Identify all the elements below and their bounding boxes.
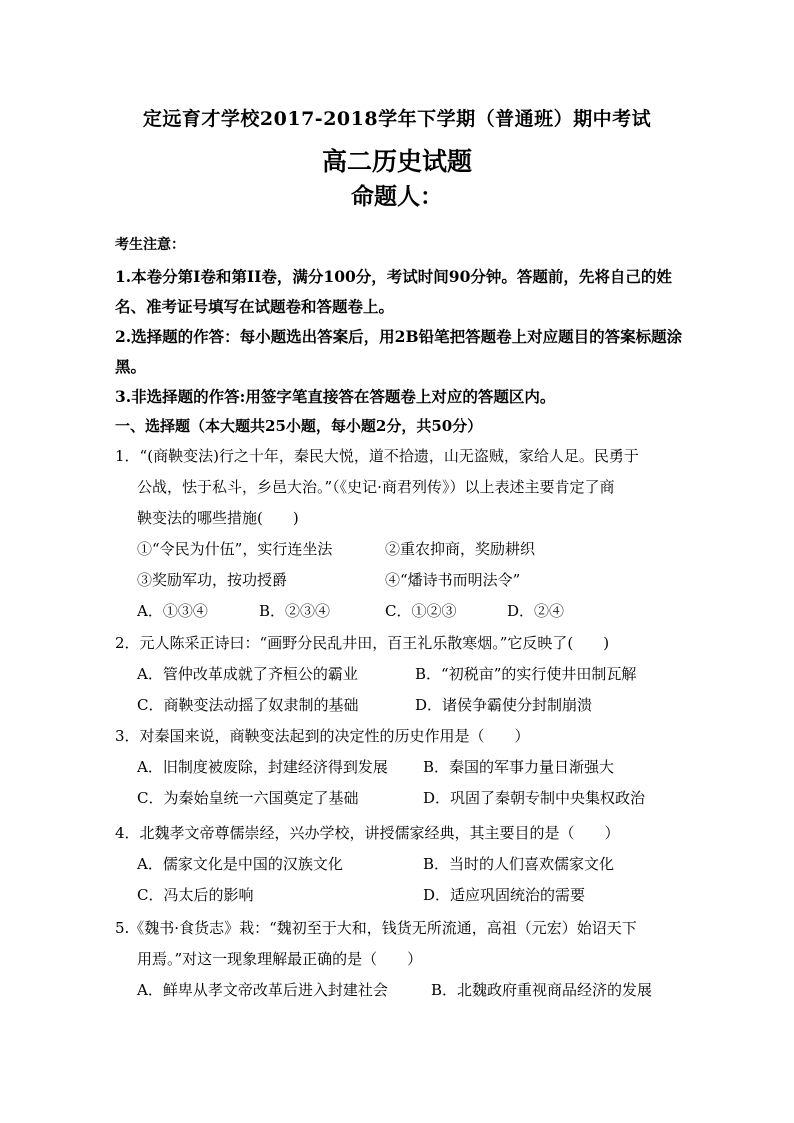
option-row	[115, 690, 685, 721]
option-d[interactable]: D．适应巩固统治的需要	[423, 886, 586, 904]
question-stem: 2．元人陈采正诗曰：“画野分民乱井田，百王礼乐散寒烟。”它反映了( )	[115, 634, 610, 652]
statement-row	[115, 534, 685, 565]
option-c[interactable]: C．为秦始皇统一六国奠定了基础	[137, 789, 359, 807]
option-row	[115, 596, 685, 627]
option-row	[115, 659, 685, 690]
school-exam-title: 定远育才学校2017-2018学年下学期（普通班）期中考试	[142, 108, 652, 130]
option-a[interactable]: A．管仲改革成就了齐桓公的霸业	[137, 665, 358, 683]
option-a[interactable]: A．①③④	[137, 602, 208, 620]
option-a[interactable]: A．旧制度被废除，封建经济得到发展	[137, 758, 388, 776]
statement-1: ①“令民为什伍”，实行连坐法	[137, 540, 333, 558]
option-row	[115, 752, 685, 783]
statement-2: ②重农抑商，奖励耕织	[385, 540, 536, 558]
statement-row	[115, 565, 685, 596]
option-d[interactable]: D．诸侯争霸使分封制崩溃	[415, 696, 593, 714]
option-c[interactable]: C．①②③	[385, 602, 457, 620]
question-stem: 3．对秦国来说，商鞅变法起到的决定性的历史作用是（ ）	[115, 727, 530, 745]
option-d[interactable]: D．巩固了秦朝专制中央集权政治	[423, 789, 646, 807]
notice-heading: 考生注意：	[115, 237, 185, 253]
option-a[interactable]: A．鲜卑从孝文帝改革后进入封建社会	[137, 981, 388, 999]
author-line: 命题人：	[351, 183, 443, 210]
question-5	[115, 913, 685, 1006]
notice-item-2: 2.选择题的作答：每小题选出答案后，用2B铅笔把答题卷上对应题目的答案标题涂黑。	[115, 327, 683, 376]
question-4	[115, 818, 685, 911]
notice-item-3: 3.非选择题的作答:用签字笔直接答在答题卷上对应的答题区内。	[115, 387, 556, 406]
option-b[interactable]: B．“初税亩”的实行使井田制瓦解	[415, 665, 637, 683]
option-row	[115, 849, 685, 880]
question-stem: 5.《魏书·食货志》栽：“魏初至于大和，钱货无所流通，高祖（元宏）始诏天下	[115, 919, 637, 937]
statement-3: ③奖励军功，按功授爵	[137, 571, 288, 589]
option-b[interactable]: B．当时的人们喜欢儒家文化	[423, 855, 615, 873]
statement-4: ④“燔诗书而明法令”	[385, 571, 521, 589]
option-d[interactable]: D．②④	[507, 602, 565, 620]
question-stem-cont: 鞅变法的哪些措施( )	[137, 509, 299, 527]
question-2	[115, 628, 685, 721]
question-stem: 1．“(商鞅变法)行之十年，秦民大悦，道不拾遗，山无盗贼，家给人足。民勇于	[115, 447, 639, 465]
question-stem: 4．北魏孝文帝尊儒崇经，兴办学校，讲授儒家经典，其主要目的是（ ）	[115, 824, 620, 842]
option-a[interactable]: A．儒家文化是中国的汉族文化	[137, 855, 343, 873]
question-1	[115, 441, 685, 627]
option-c[interactable]: C．冯太后的影响	[137, 886, 254, 904]
option-row	[115, 975, 685, 1006]
question-3	[115, 721, 685, 814]
question-stem-cont: 公战，怯于私斗，乡邑大治。”（《史记·商君列传》）以上表述主要肯定了商	[137, 478, 615, 496]
option-row	[115, 783, 685, 814]
option-c[interactable]: C．商鞅变法动摇了奴隶制的基础	[137, 696, 359, 714]
option-b[interactable]: B．②③④	[259, 602, 331, 620]
section-title: 一、选择题（本大题共25小题，每小题2分，共50分）	[115, 417, 483, 435]
question-stem-cont: 用焉。”对这一现象理解最正确的是（ ）	[137, 950, 423, 968]
option-b[interactable]: B．秦国的军事力量日渐强大	[423, 758, 615, 776]
option-b[interactable]: B．北魏政府重视商品经济的发展	[431, 981, 653, 999]
subject-title: 高二历史试题	[321, 147, 472, 176]
option-row	[115, 880, 685, 911]
notice-item-1: 1.本卷分第Ⅰ卷和第II卷，满分100分，考试时间90分钟。答题前，先将自己的姓名、准考证号填写在试题卷和答题卷上。	[115, 267, 672, 316]
